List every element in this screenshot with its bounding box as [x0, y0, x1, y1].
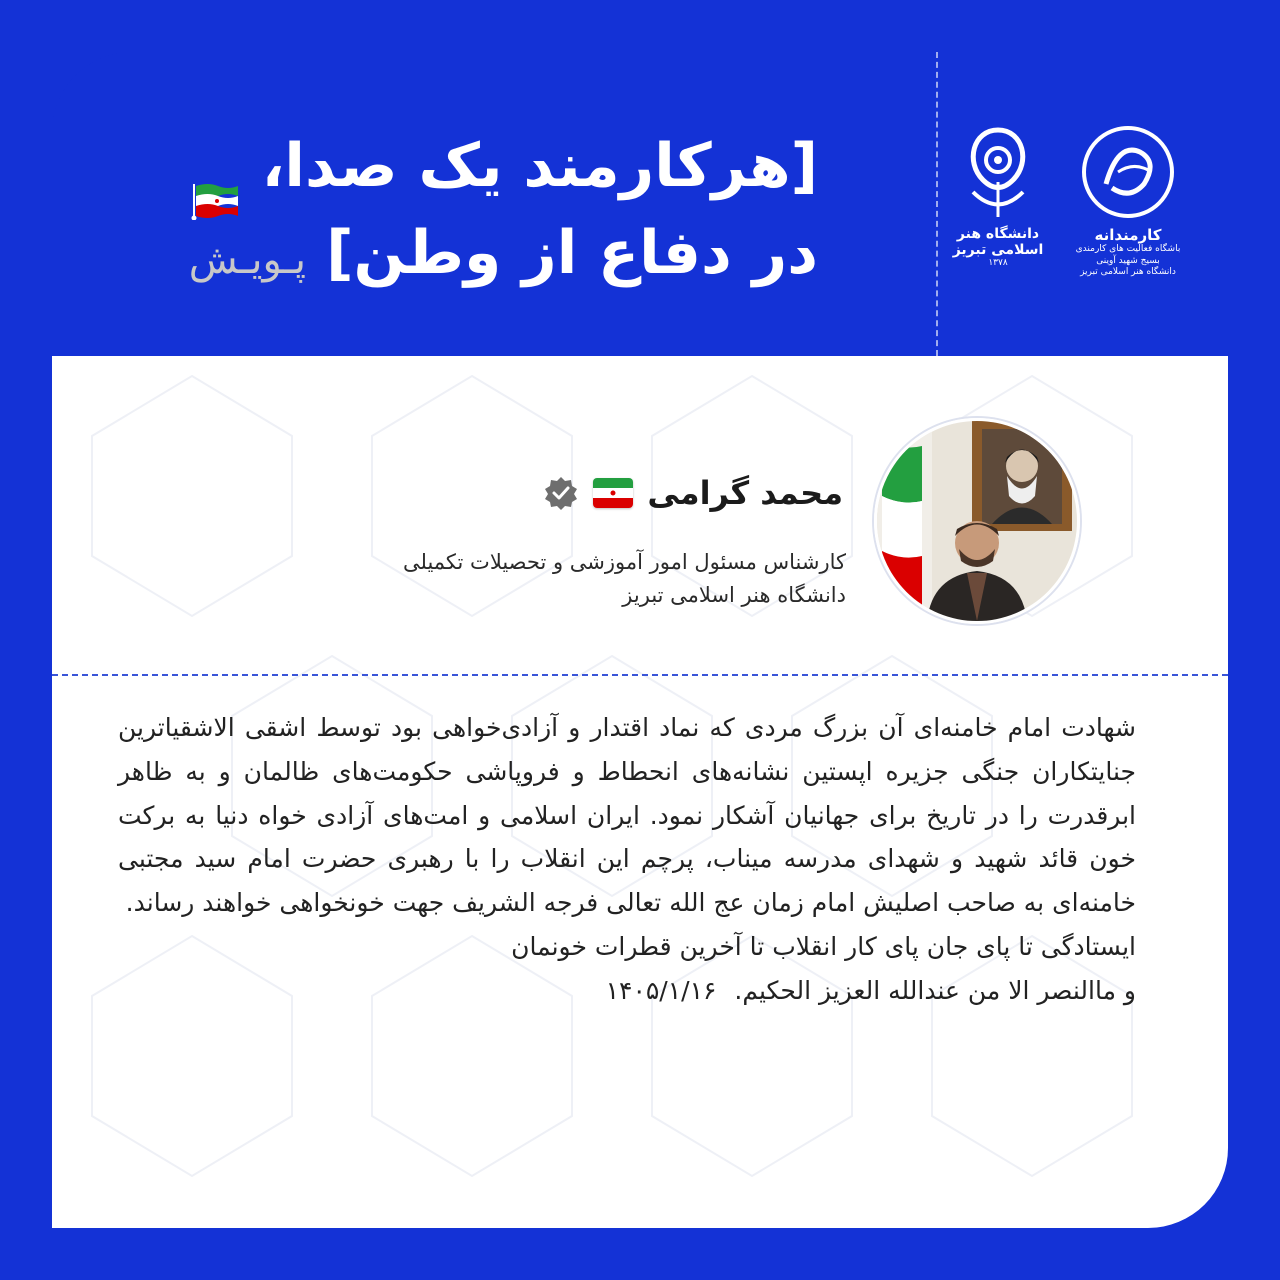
statement-paragraph: شهادت امام خامنه‌ای آن بزرگ مردی که نماد اقتدار و آزادی‌خواهی بود توسط اشقی الاشقیاترین جنایتکاران جنگی جزیره اپستین نشانه‌های انحطاط و فروپاشی حکومت‌های ظالمان و به ظاهر ابرقدرت را در تاریخ برای جهانیان آشکار نمود. ایران اسلامی و امت‌های آزادی خواه دنیا به برکت خون قائد شهید و شهدای مدرسه میناب، پرچم این انقلاب را با رهبری حضرت امام سید مجتبی خامنه‌ای به صاحب اصلیش امام زمان عج الله تعالی فرجه الشریف جهت خونخواهی خواهند رساند.	[118, 713, 1136, 917]
campaign-label: پـویـش	[188, 237, 307, 283]
section-divider	[52, 674, 1228, 676]
iran-flag-icon	[190, 182, 238, 220]
profile-role-line1: کارشناس مسئول امور آموزشی و تحصیلات تکمیلی	[403, 550, 846, 574]
poster-title-line2-row	[189, 217, 818, 289]
employee-emblem-icon	[1078, 122, 1178, 222]
statement-text	[118, 706, 1136, 1012]
employee-logo	[1068, 122, 1188, 279]
university-year: ۱۳۷۸	[988, 258, 1008, 268]
content-card	[52, 356, 1228, 1228]
statement-line2: ایستادگی تا پای جان پای کار انقلاب تا آخرین قطرات خونمان	[511, 931, 1136, 961]
profile-role-line2: دانشگاه هنر اسلامی تبریز	[622, 582, 846, 607]
profile-name-row	[543, 474, 843, 512]
employee-logo-subtitle-1: باشگاه فعالیت های کارمندی بسیج شهید آوینی	[1075, 244, 1181, 266]
poster-title-line2: در دفاع از وطن]	[326, 218, 818, 288]
profile-photo-image	[877, 421, 1077, 621]
poster-title-line1: [هرکارمند یک صدا،	[261, 131, 818, 201]
university-logo	[938, 122, 1058, 270]
verified-badge-icon	[543, 475, 579, 511]
iran-flag-icon-small	[593, 478, 633, 508]
profile-photo	[874, 418, 1080, 624]
statement-line3: و ماالنصر الا من عندالله العزیز الحکیم.	[734, 975, 1136, 1005]
statement-date: ۱۴۰۵/۱/۱۶	[605, 975, 717, 1005]
profile-role	[403, 546, 846, 611]
profile-name: محمد گرامی	[647, 474, 843, 512]
header-banner	[52, 52, 1228, 356]
university-name: دانشگاه هنر اسلامی تبریز	[952, 226, 1044, 258]
university-emblem-icon	[953, 122, 1043, 222]
statement-line3-row	[118, 969, 1136, 1013]
employee-logo-name: کارمندانه	[1094, 226, 1162, 244]
logos-group	[938, 122, 1188, 312]
employee-logo-subtitle-2: دانشگاه هنر اسلامی تبریز	[1080, 267, 1176, 278]
